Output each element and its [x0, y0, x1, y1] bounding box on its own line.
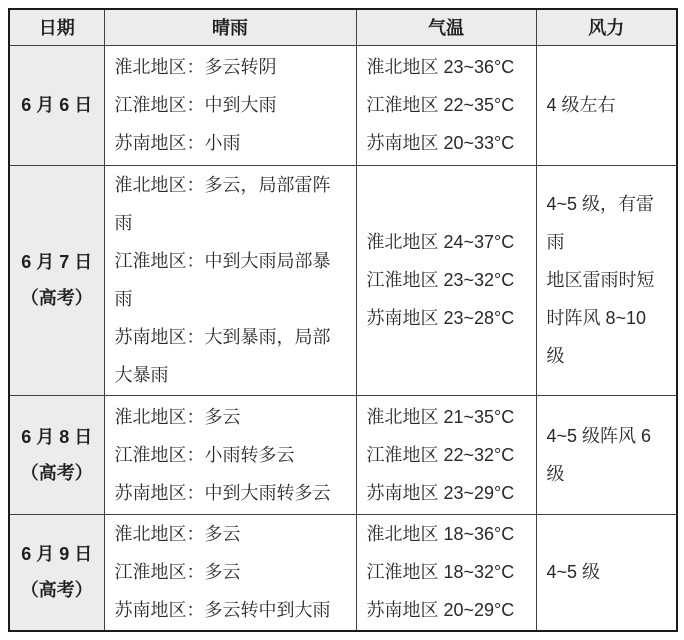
date-cell: [9, 514, 104, 631]
temperature-line: 淮北地区 21~35°C: [366, 406, 515, 427]
wind-cell: [536, 514, 677, 631]
temperature-line: 苏南地区 20~29°C: [366, 600, 515, 621]
weather-line: 淮北地区：多云: [114, 524, 241, 545]
weather-cell: [104, 165, 356, 395]
date-cell: [9, 45, 104, 165]
weather-line: 淮北地区：多云，局部雷阵雨: [114, 175, 331, 233]
weather-line: 淮北地区：多云: [114, 406, 241, 427]
temperature-line: 淮北地区 23~36°C: [366, 57, 515, 77]
date-text: 6 月 9 日: [21, 544, 93, 565]
col-header-date: 日期: [9, 9, 104, 45]
date-text: 6 月 6 日: [21, 95, 93, 115]
col-header-temperature: 气温: [356, 9, 536, 45]
wind-cell: [536, 45, 677, 165]
temperature-cell: [356, 45, 536, 165]
temperature-line: 苏南地区 23~29°C: [366, 482, 515, 503]
date-note: （高考）: [20, 288, 93, 308]
temperature-line: 淮北地区 24~37°C: [366, 232, 515, 252]
date-note: （高考）: [20, 462, 93, 483]
wind-cell: [536, 165, 677, 395]
weather-cell: [104, 45, 356, 165]
weather-forecast-table: [8, 8, 678, 632]
wind-cell: [536, 395, 677, 514]
table-row-june-7: [9, 165, 677, 395]
table-row-june-6: [9, 45, 677, 165]
date-cell: [9, 395, 104, 514]
wind-line: 4~5 级: [546, 562, 601, 583]
temperature-line: 苏南地区 20~33°C: [366, 133, 515, 153]
weather-line: 苏南地区：中到大雨转多云: [114, 482, 331, 503]
col-header-wind: 风力: [536, 9, 677, 45]
weather-line: 淮北地区：多云转阴: [114, 57, 277, 77]
weather-line: 江淮地区：中到大雨局部暴雨: [114, 251, 331, 309]
col-header-weather: 晴雨: [104, 9, 356, 45]
weather-cell: [104, 395, 356, 514]
table-row-june-8: [9, 395, 677, 514]
weather-line: 苏南地区：小雨: [114, 133, 241, 153]
weather-line: 江淮地区：小雨转多云: [114, 444, 295, 465]
date-cell: [9, 165, 104, 395]
temperature-cell: [356, 514, 536, 631]
date-note: （高考）: [20, 580, 93, 601]
weather-line: 苏南地区：多云转中到大雨: [114, 600, 331, 621]
wind-line: 4~5 级阵风 6 级: [546, 425, 652, 484]
weather-line: 苏南地区：大到暴雨，局部大暴雨: [114, 327, 331, 385]
wind-line: 4 级左右: [546, 95, 616, 115]
table-row-june-9: [9, 514, 677, 631]
date-text: 6 月 7 日: [21, 252, 93, 272]
wind-line: 4~5 级，有雷雨: [546, 194, 655, 252]
temperature-line: 淮北地区 18~36°C: [366, 524, 515, 545]
wind-line: 时阵风 8~10 级: [546, 308, 647, 366]
temperature-line: 江淮地区 22~35°C: [366, 95, 515, 115]
temperature-line: 江淮地区 22~32°C: [366, 444, 515, 465]
wind-line: 地区雷雨时短: [546, 270, 655, 290]
temperature-line: 苏南地区 23~28°C: [366, 308, 515, 328]
temperature-cell: [356, 165, 536, 395]
temperature-cell: [356, 395, 536, 514]
weather-cell: [104, 514, 356, 631]
date-text: 6 月 8 日: [21, 426, 93, 447]
weather-line: 江淮地区：中到大雨: [114, 95, 277, 115]
weather-line: 江淮地区：多云: [114, 562, 241, 583]
table-header-row: [9, 9, 677, 45]
temperature-line: 江淮地区 18~32°C: [366, 562, 515, 583]
temperature-line: 江淮地区 23~32°C: [366, 270, 515, 290]
